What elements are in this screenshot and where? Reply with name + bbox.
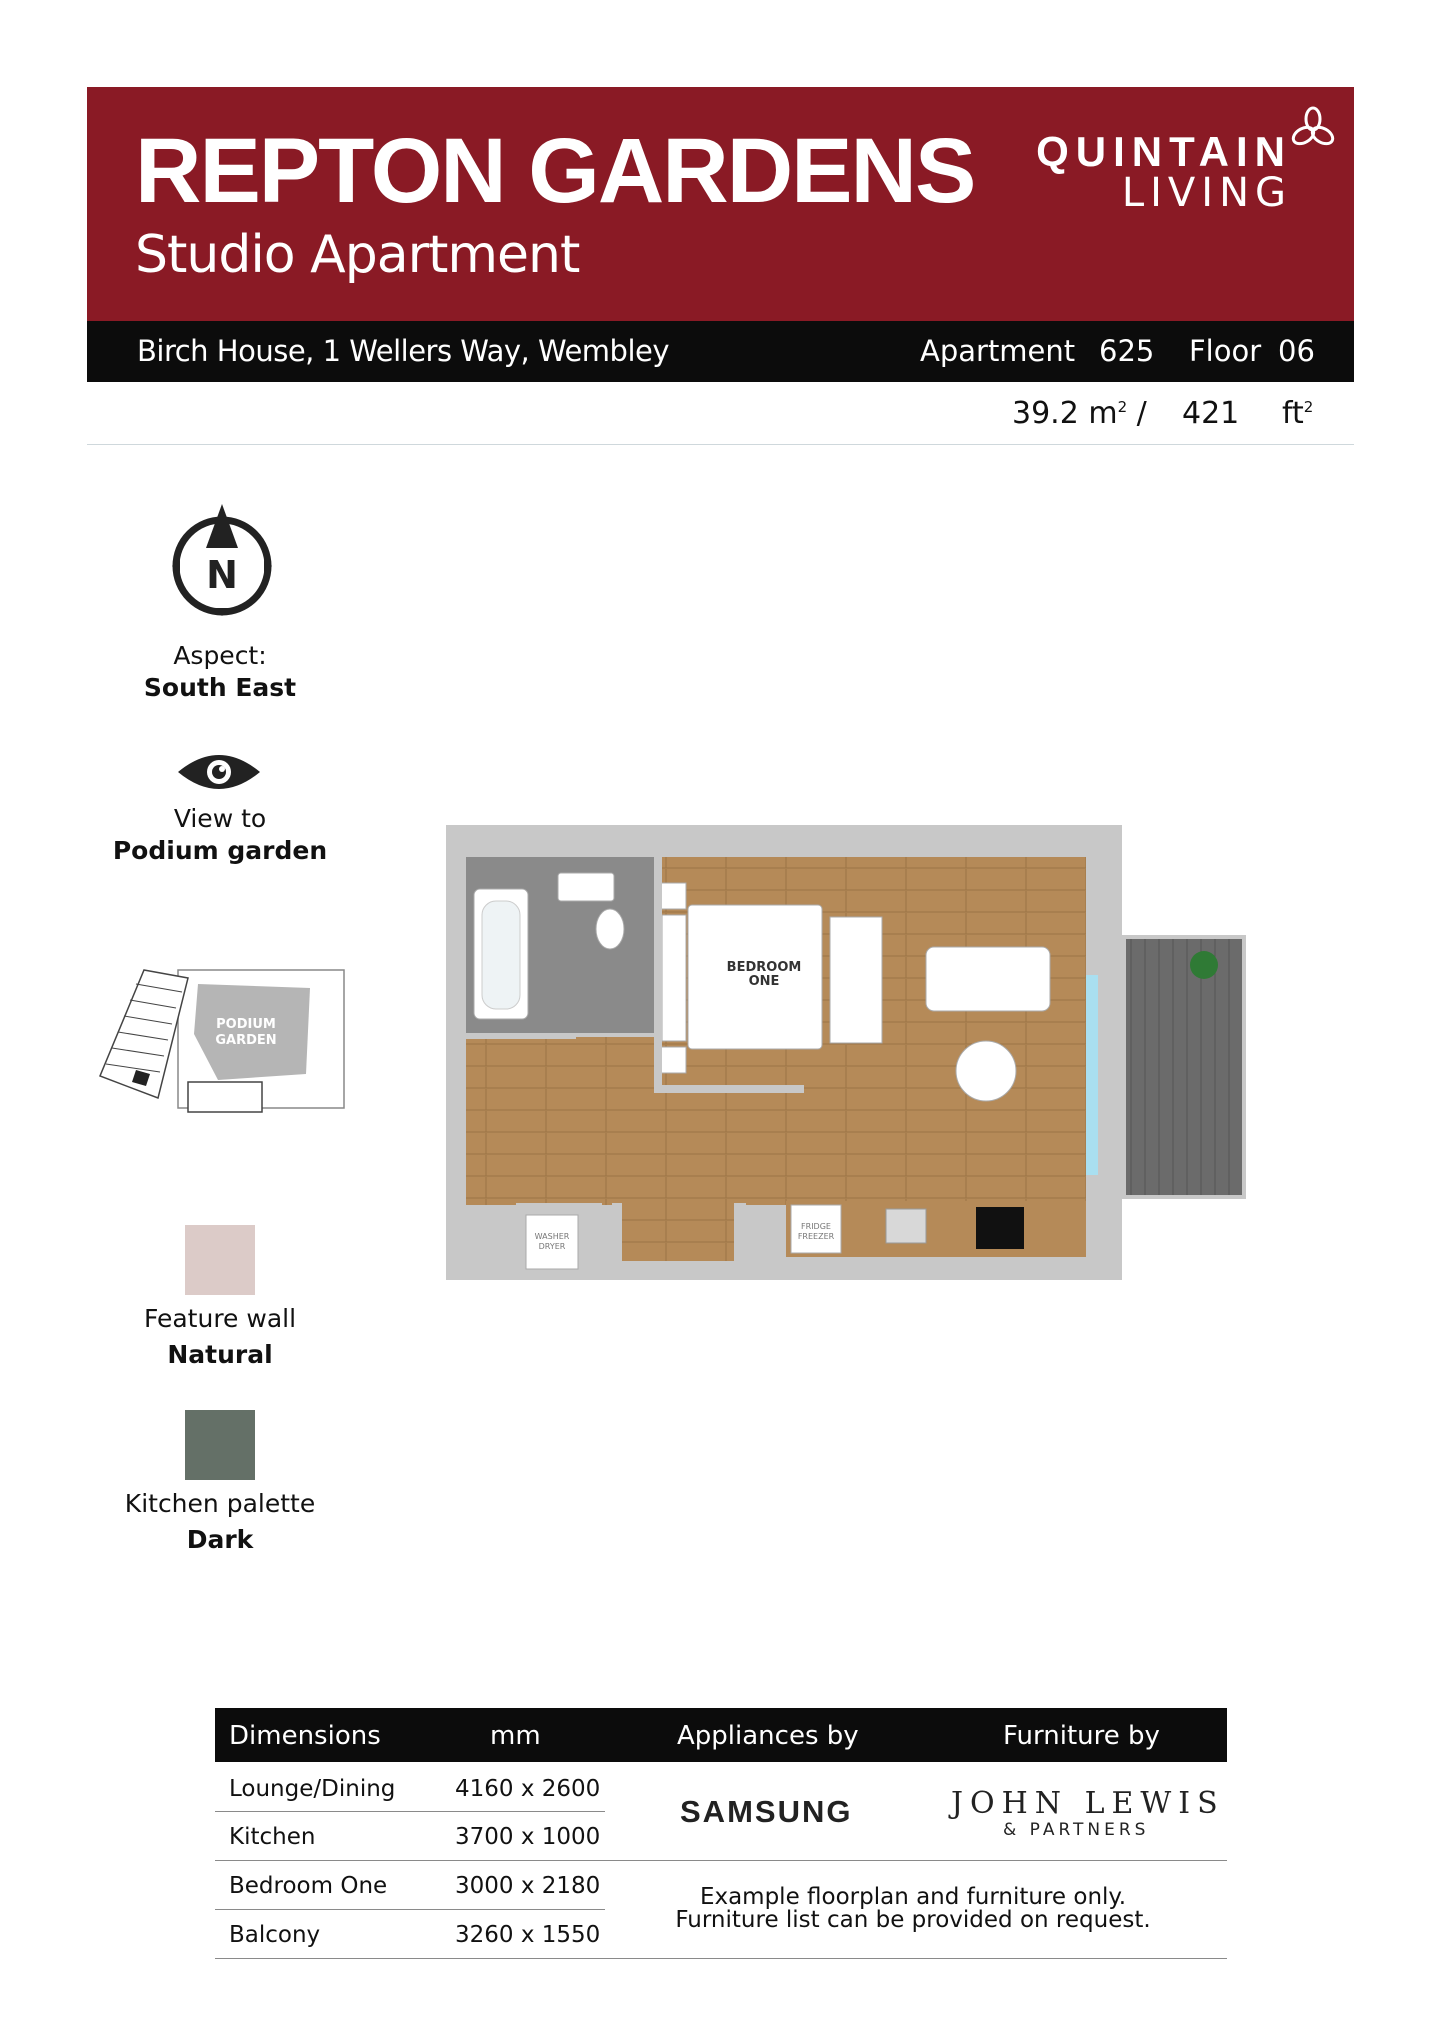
john-lewis-logo: JOHN LEWIS [951,1786,1225,1821]
feature-wall-label: Feature wall [143,1304,297,1333]
feature-wall-value: Natural [167,1340,273,1369]
note-line-1: Example floorplan and furniture only. [699,1884,1127,1910]
trefoil-logo-icon [1290,105,1336,151]
compass-letter: N [206,553,238,597]
row-divider [215,1811,605,1812]
table-row-size: 3700 x 1000 [455,1824,601,1850]
aspect-value: South East [143,673,297,702]
table-row-room: Bedroom One [229,1873,388,1899]
eye-icon [176,750,262,794]
fridge-label-2: FREEZER [797,1232,835,1241]
john-lewis-logo-sub: & PARTNERS [1003,1820,1150,1840]
header-dimensions: Dimensions [229,1721,381,1751]
row-divider [215,1958,1227,1959]
fridge-label-1: FRIDGE [801,1222,831,1231]
siteplan-label-2: GARDEN [215,1033,277,1048]
compass-north-icon [166,500,278,622]
view-value: Podium garden [112,836,328,865]
area-square-metres: 39.2 $m^2$ / [1012,396,1147,431]
washer-label-2: DRYER [538,1242,566,1251]
apartment-number: 625 [1099,334,1155,368]
kitchen-palette-label: Kitchen palette [124,1489,316,1518]
sqft-unit-text: ft [1282,396,1304,431]
apartment-label: Apartment [920,334,1076,368]
address: Birch House, 1 Wellers Way, Wembley [137,334,670,368]
sqm-unit: m [1088,396,1118,431]
view-label: View to [173,804,267,833]
area-square-feet: 421 [1182,396,1240,431]
sqm-value: 39.2 [1012,396,1079,431]
header-mm: mm [490,1721,541,1751]
table-row-size: 4160 x 2600 [455,1776,601,1802]
site-plan [96,964,350,1114]
table-row-room: Lounge/Dining [229,1776,396,1802]
bedroom-label-2: ONE [748,974,780,989]
kitchen-palette-value: Dark [186,1525,254,1554]
samsung-logo: SAMSUNG [680,1794,853,1829]
kitchen-palette-swatch [185,1410,255,1480]
floor-plan [446,825,1246,1285]
floor-label: Floor [1189,334,1262,368]
table-row-size: 3260 x 1550 [455,1922,601,1948]
table-row-room: Balcony [229,1922,321,1948]
floor-number: 06 [1278,334,1315,368]
table-header [215,1708,1227,1762]
header-appliances: Appliances by [677,1721,859,1751]
quintain-logo-text: QUINTAIN [1036,128,1292,175]
washer-label-1: WASHER [534,1232,570,1241]
apartment-type: Studio Apartment [135,225,580,285]
development-title: REPTON GARDENS [135,120,975,222]
header-furniture: Furniture by [1003,1721,1160,1751]
row-divider [215,1860,1227,1861]
siteplan-label-1: PODIUM [216,1017,276,1032]
sqft-unit: $ft^2$ [1282,396,1314,431]
row-divider [215,1909,605,1910]
living-logo-text: LIVING [1121,170,1292,216]
table-row-room: Kitchen [229,1824,316,1850]
note-line-2: Furniture list can be provided on request. [675,1907,1151,1933]
divider [87,444,1354,445]
table-row-size: 3000 x 2180 [455,1873,601,1899]
bedroom-label-1: BEDROOM [726,960,802,975]
header-banner [87,87,1354,321]
aspect-label: Aspect: [173,641,267,670]
address-bar [87,321,1354,382]
feature-wall-swatch [185,1225,255,1295]
